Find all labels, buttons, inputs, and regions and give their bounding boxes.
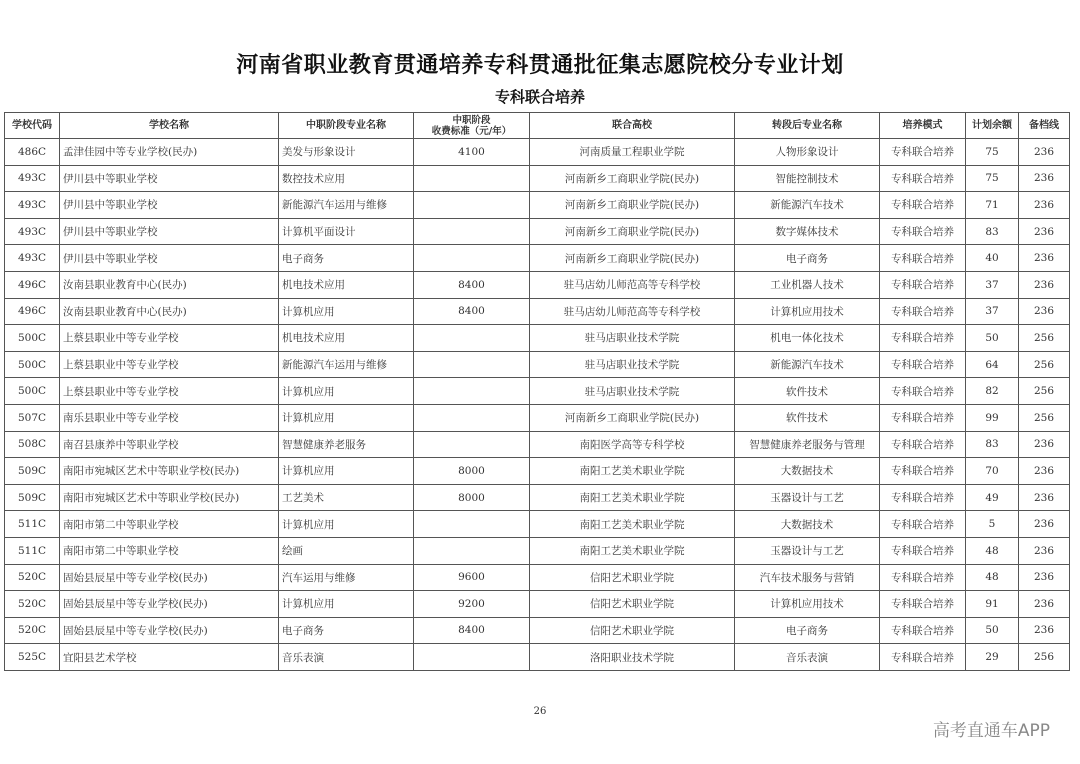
- cell-zhongzhi-major: 计算机平面设计: [279, 218, 414, 245]
- cell-training-mode: 专科联合培养: [880, 298, 966, 325]
- cell-training-mode: 专科联合培养: [880, 271, 966, 298]
- cell-school-code: 509C: [5, 484, 60, 511]
- cell-school-code: 511C: [5, 511, 60, 538]
- cell-school-name: 南阳市宛城区艺术中等职业学校(民办): [60, 484, 279, 511]
- cell-cutoff-line: 236: [1019, 192, 1070, 219]
- cell-joint-university: 南阳工艺美术职业学院: [530, 458, 735, 485]
- cell-transfer-major: 智能控制技术: [735, 165, 880, 192]
- cell-training-mode: 专科联合培养: [880, 484, 966, 511]
- cell-school-name: 汝南县职业教育中心(民办): [60, 298, 279, 325]
- cell-joint-university: 南阳工艺美术职业学院: [530, 484, 735, 511]
- cell-training-mode: 专科联合培养: [880, 617, 966, 644]
- cell-joint-university: 信阳艺术职业学院: [530, 617, 735, 644]
- cell-school-name: 固始县辰星中等专业学校(民办): [60, 564, 279, 591]
- cell-plan-remaining: 49: [966, 484, 1019, 511]
- cell-school-code: 496C: [5, 298, 60, 325]
- cell-school-code: 500C: [5, 351, 60, 378]
- cell-cutoff-line: 236: [1019, 458, 1070, 485]
- header-fee: [414, 113, 530, 139]
- cell-plan-remaining: 70: [966, 458, 1019, 485]
- cell-school-name: 伊川县中等职业学校: [60, 192, 279, 219]
- cell-plan-remaining: 29: [966, 644, 1019, 671]
- cell-zhongzhi-major: 新能源汽车运用与维修: [279, 351, 414, 378]
- cell-zhongzhi-major: 计算机应用: [279, 378, 414, 405]
- table-header-row: [5, 113, 1070, 139]
- page-number: 26: [533, 706, 547, 717]
- cell-school-code: 508C: [5, 431, 60, 458]
- cell-fee: [414, 245, 530, 272]
- cell-joint-university: 南阳工艺美术职业学院: [530, 537, 735, 564]
- cell-joint-university: 河南新乡工商职业学院(民办): [530, 218, 735, 245]
- cell-school-code: 493C: [5, 165, 60, 192]
- cell-zhongzhi-major: 计算机应用: [279, 511, 414, 538]
- header-fee-line1: 中职阶段: [452, 114, 491, 126]
- cell-cutoff-line: 256: [1019, 378, 1070, 405]
- cell-transfer-major: 智慧健康养老服务与管理: [735, 431, 880, 458]
- cell-training-mode: 专科联合培养: [880, 537, 966, 564]
- cell-school-code: 496C: [5, 271, 60, 298]
- cell-plan-remaining: 40: [966, 245, 1019, 272]
- cell-training-mode: 专科联合培养: [880, 165, 966, 192]
- cell-transfer-major: 玉器设计与工艺: [735, 484, 880, 511]
- cell-fee: 8400: [414, 298, 530, 325]
- cell-cutoff-line: 236: [1019, 564, 1070, 591]
- cell-school-code: 507C: [5, 404, 60, 431]
- cell-cutoff-line: 236: [1019, 218, 1070, 245]
- cell-training-mode: 专科联合培养: [880, 511, 966, 538]
- cell-plan-remaining: 48: [966, 564, 1019, 591]
- cell-school-name: 汝南县职业教育中心(民办): [60, 271, 279, 298]
- cell-school-name: 南阳市第二中等职业学校: [60, 537, 279, 564]
- cell-plan-remaining: 75: [966, 165, 1019, 192]
- cell-zhongzhi-major: 工艺美术: [279, 484, 414, 511]
- cell-training-mode: 专科联合培养: [880, 218, 966, 245]
- cell-school-code: 520C: [5, 564, 60, 591]
- table-row: [5, 139, 1070, 166]
- cell-transfer-major: 人物形象设计: [735, 139, 880, 166]
- cell-cutoff-line: 256: [1019, 351, 1070, 378]
- cell-joint-university: 南阳医学高等专科学校: [530, 431, 735, 458]
- header-transfer-major: 转段后专业名称: [735, 113, 880, 139]
- cell-training-mode: 专科联合培养: [880, 591, 966, 618]
- table-row: [5, 617, 1070, 644]
- header-cutoff-line: 备档线: [1019, 113, 1070, 139]
- cell-transfer-major: 新能源汽车技术: [735, 192, 880, 219]
- cell-plan-remaining: 71: [966, 192, 1019, 219]
- cell-zhongzhi-major: 汽车运用与维修: [279, 564, 414, 591]
- cell-transfer-major: 音乐表演: [735, 644, 880, 671]
- cell-transfer-major: 电子商务: [735, 245, 880, 272]
- header-plan-remaining: 计划余额: [966, 113, 1019, 139]
- cell-transfer-major: 大数据技术: [735, 511, 880, 538]
- cell-school-name: 南阳市第二中等职业学校: [60, 511, 279, 538]
- table-row: [5, 165, 1070, 192]
- cell-school-name: 伊川县中等职业学校: [60, 218, 279, 245]
- cell-school-name: 伊川县中等职业学校: [60, 165, 279, 192]
- table-row: [5, 404, 1070, 431]
- cell-plan-remaining: 37: [966, 298, 1019, 325]
- cell-joint-university: 河南新乡工商职业学院(民办): [530, 404, 735, 431]
- cell-school-code: 493C: [5, 192, 60, 219]
- cell-school-code: 500C: [5, 325, 60, 352]
- cell-cutoff-line: 236: [1019, 431, 1070, 458]
- cell-plan-remaining: 83: [966, 218, 1019, 245]
- table-row: [5, 458, 1070, 485]
- cell-school-name: 上蔡县职业中等专业学校: [60, 378, 279, 405]
- cell-fee: [414, 404, 530, 431]
- table-row: [5, 511, 1070, 538]
- cell-zhongzhi-major: 计算机应用: [279, 404, 414, 431]
- cell-school-code: 509C: [5, 458, 60, 485]
- cell-fee: [414, 537, 530, 564]
- cell-plan-remaining: 82: [966, 378, 1019, 405]
- cell-cutoff-line: 236: [1019, 617, 1070, 644]
- cell-school-name: 孟津佳园中等专业学校(民办): [60, 139, 279, 166]
- cell-fee: 8000: [414, 484, 530, 511]
- table-row: [5, 431, 1070, 458]
- cell-plan-remaining: 91: [966, 591, 1019, 618]
- table-row: [5, 564, 1070, 591]
- cell-zhongzhi-major: 智慧健康养老服务: [279, 431, 414, 458]
- cell-plan-remaining: 50: [966, 325, 1019, 352]
- cell-training-mode: 专科联合培养: [880, 139, 966, 166]
- cell-plan-remaining: 75: [966, 139, 1019, 166]
- cell-school-name: 上蔡县职业中等专业学校: [60, 351, 279, 378]
- cell-joint-university: 驻马店幼儿师范高等专科学校: [530, 298, 735, 325]
- cell-cutoff-line: 236: [1019, 298, 1070, 325]
- table-row: [5, 484, 1070, 511]
- cell-transfer-major: 数字媒体技术: [735, 218, 880, 245]
- cell-training-mode: 专科联合培养: [880, 245, 966, 272]
- cell-zhongzhi-major: 计算机应用: [279, 458, 414, 485]
- cell-joint-university: 河南新乡工商职业学院(民办): [530, 245, 735, 272]
- cell-school-code: 493C: [5, 245, 60, 272]
- cell-joint-university: 河南新乡工商职业学院(民办): [530, 192, 735, 219]
- cell-plan-remaining: 64: [966, 351, 1019, 378]
- cell-plan-remaining: 83: [966, 431, 1019, 458]
- cell-school-code: 520C: [5, 617, 60, 644]
- cell-school-code: 511C: [5, 537, 60, 564]
- cell-zhongzhi-major: 机电技术应用: [279, 271, 414, 298]
- table-row: [5, 298, 1070, 325]
- header-fee-line2: 收费标准（元/年）: [431, 125, 512, 137]
- cell-plan-remaining: 5: [966, 511, 1019, 538]
- cell-training-mode: 专科联合培养: [880, 404, 966, 431]
- cell-plan-remaining: 50: [966, 617, 1019, 644]
- cell-cutoff-line: 236: [1019, 591, 1070, 618]
- cell-fee: 8400: [414, 271, 530, 298]
- cell-school-code: 525C: [5, 644, 60, 671]
- table-row: [5, 351, 1070, 378]
- cell-cutoff-line: 236: [1019, 271, 1070, 298]
- cell-cutoff-line: 236: [1019, 245, 1070, 272]
- header-zhongzhi-major: 中职阶段专业名称: [279, 113, 414, 139]
- cell-joint-university: 信阳艺术职业学院: [530, 591, 735, 618]
- cell-fee: 8000: [414, 458, 530, 485]
- cell-fee: 9600: [414, 564, 530, 591]
- cell-zhongzhi-major: 机电技术应用: [279, 325, 414, 352]
- cell-zhongzhi-major: 新能源汽车运用与维修: [279, 192, 414, 219]
- cell-transfer-major: 新能源汽车技术: [735, 351, 880, 378]
- cell-zhongzhi-major: 绘画: [279, 537, 414, 564]
- header-joint-university: 联合高校: [530, 113, 735, 139]
- cell-training-mode: 专科联合培养: [880, 378, 966, 405]
- cell-training-mode: 专科联合培养: [880, 564, 966, 591]
- cell-fee: 9200: [414, 591, 530, 618]
- cell-cutoff-line: 256: [1019, 404, 1070, 431]
- cell-fee: [414, 378, 530, 405]
- cell-zhongzhi-major: 美发与形象设计: [279, 139, 414, 166]
- cell-joint-university: 南阳工艺美术职业学院: [530, 511, 735, 538]
- cell-zhongzhi-major: 电子商务: [279, 617, 414, 644]
- cell-zhongzhi-major: 计算机应用: [279, 298, 414, 325]
- cell-fee: [414, 325, 530, 352]
- cell-transfer-major: 机电一体化技术: [735, 325, 880, 352]
- document-title: 河南省职业教育贯通培养专科贯通批征集志愿院校分专业计划: [236, 53, 844, 78]
- cell-plan-remaining: 99: [966, 404, 1019, 431]
- cell-school-name: 宜阳县艺术学校: [60, 644, 279, 671]
- cell-joint-university: 河南新乡工商职业学院(民办): [530, 165, 735, 192]
- cell-zhongzhi-major: 数控技术应用: [279, 165, 414, 192]
- cell-joint-university: 洛阳职业技术学院: [530, 644, 735, 671]
- cell-fee: [414, 165, 530, 192]
- table-row: [5, 271, 1070, 298]
- plan-table: [4, 112, 1070, 671]
- cell-fee: [414, 511, 530, 538]
- cell-transfer-major: 软件技术: [735, 404, 880, 431]
- cell-plan-remaining: 48: [966, 537, 1019, 564]
- cell-training-mode: 专科联合培养: [880, 325, 966, 352]
- cell-transfer-major: 软件技术: [735, 378, 880, 405]
- cell-fee: [414, 644, 530, 671]
- table-row: [5, 378, 1070, 405]
- cell-joint-university: 驻马店职业技术学院: [530, 378, 735, 405]
- cell-joint-university: 信阳艺术职业学院: [530, 564, 735, 591]
- cell-cutoff-line: 236: [1019, 165, 1070, 192]
- cell-joint-university: 驻马店幼儿师范高等专科学校: [530, 271, 735, 298]
- cell-school-name: 固始县辰星中等专业学校(民办): [60, 617, 279, 644]
- cell-school-name: 伊川县中等职业学校: [60, 245, 279, 272]
- cell-plan-remaining: 37: [966, 271, 1019, 298]
- cell-cutoff-line: 236: [1019, 537, 1070, 564]
- table-row: [5, 325, 1070, 352]
- table-row: [5, 537, 1070, 564]
- cell-cutoff-line: 236: [1019, 511, 1070, 538]
- cell-transfer-major: 计算机应用技术: [735, 298, 880, 325]
- table-row: [5, 591, 1070, 618]
- cell-training-mode: 专科联合培养: [880, 644, 966, 671]
- cell-cutoff-line: 236: [1019, 139, 1070, 166]
- cell-training-mode: 专科联合培养: [880, 431, 966, 458]
- cell-school-code: 520C: [5, 591, 60, 618]
- cell-school-name: 南召县康养中等职业学校: [60, 431, 279, 458]
- cell-cutoff-line: 256: [1019, 325, 1070, 352]
- cell-transfer-major: 玉器设计与工艺: [735, 537, 880, 564]
- cell-zhongzhi-major: 音乐表演: [279, 644, 414, 671]
- cell-training-mode: 专科联合培养: [880, 192, 966, 219]
- cell-school-name: 南乐县职业中等专业学校: [60, 404, 279, 431]
- cell-cutoff-line: 256: [1019, 644, 1070, 671]
- table-row: [5, 218, 1070, 245]
- cell-school-name: 南阳市宛城区艺术中等职业学校(民办): [60, 458, 279, 485]
- table-row: [5, 192, 1070, 219]
- cell-fee: [414, 192, 530, 219]
- cell-school-name: 固始县辰星中等专业学校(民办): [60, 591, 279, 618]
- cell-fee: [414, 351, 530, 378]
- cell-joint-university: 驻马店职业技术学院: [530, 325, 735, 352]
- cell-transfer-major: 大数据技术: [735, 458, 880, 485]
- table-row: [5, 245, 1070, 272]
- cell-fee: [414, 218, 530, 245]
- header-training-mode: 培养模式: [880, 113, 966, 139]
- cell-fee: 4100: [414, 139, 530, 166]
- cell-transfer-major: 电子商务: [735, 617, 880, 644]
- header-school-name: 学校名称: [60, 113, 279, 139]
- cell-joint-university: 驻马店职业技术学院: [530, 351, 735, 378]
- cell-fee: [414, 431, 530, 458]
- cell-transfer-major: 计算机应用技术: [735, 591, 880, 618]
- cell-school-code: 493C: [5, 218, 60, 245]
- cell-transfer-major: 工业机器人技术: [735, 271, 880, 298]
- cell-school-code: 500C: [5, 378, 60, 405]
- cell-zhongzhi-major: 电子商务: [279, 245, 414, 272]
- table-body: [5, 139, 1070, 671]
- cell-fee: 8400: [414, 617, 530, 644]
- cell-cutoff-line: 236: [1019, 484, 1070, 511]
- cell-school-name: 上蔡县职业中等专业学校: [60, 325, 279, 352]
- cell-zhongzhi-major: 计算机应用: [279, 591, 414, 618]
- document-subtitle: 专科联合培养: [494, 88, 585, 106]
- cell-transfer-major: 汽车技术服务与营销: [735, 564, 880, 591]
- cell-training-mode: 专科联合培养: [880, 351, 966, 378]
- table-row: [5, 644, 1070, 671]
- watermark-text: 高考直通车APP: [932, 721, 1050, 741]
- cell-training-mode: 专科联合培养: [880, 458, 966, 485]
- cell-school-code: 486C: [5, 139, 60, 166]
- cell-joint-university: 河南质量工程职业学院: [530, 139, 735, 166]
- header-school-code: 学校代码: [5, 113, 60, 139]
